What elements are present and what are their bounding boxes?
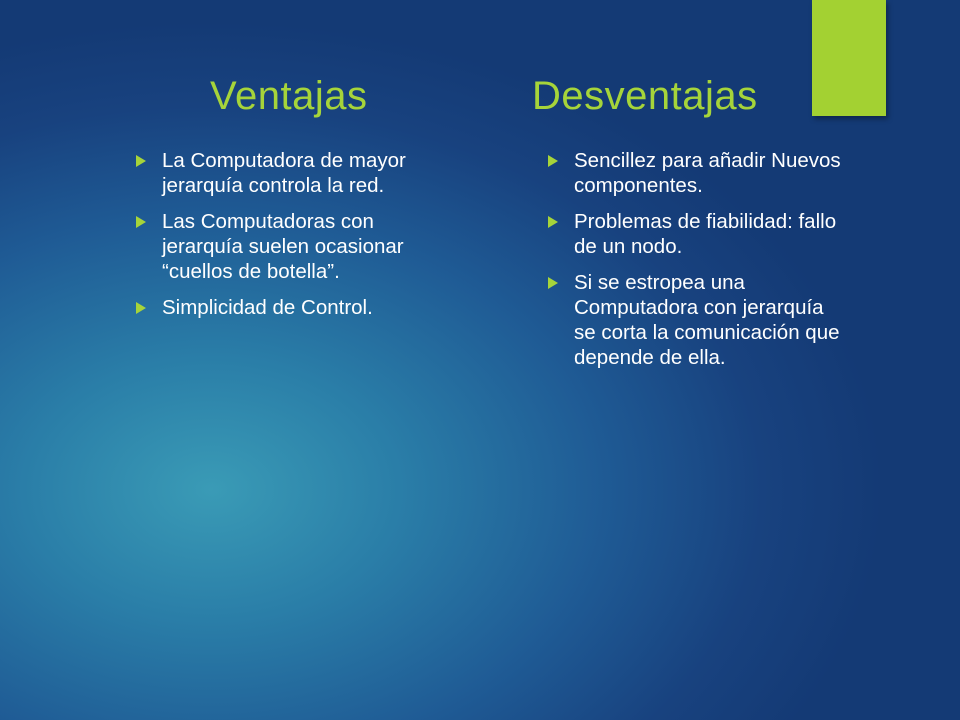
list-item-text: Sencillez para añadir Nuevos componentes. <box>574 149 841 197</box>
list-item <box>548 209 848 259</box>
heading-ventajas: Ventajas <box>210 74 368 118</box>
triangle-bullet-icon <box>548 216 558 228</box>
list-item-text: Las Computadoras con jerarquía suelen ocasionar “cuellos de botella”. <box>162 210 404 283</box>
list-item <box>548 148 848 198</box>
triangle-bullet-icon <box>136 155 146 167</box>
list-item-text: Si se estropea una Computadora con jerarquía se corta la comunicación que depende de ella. <box>574 271 840 369</box>
heading-desventajas: Desventajas <box>532 74 758 118</box>
triangle-bullet-icon <box>548 155 558 167</box>
list-item <box>136 295 426 320</box>
triangle-bullet-icon <box>136 216 146 228</box>
list-item-text: Simplicidad de Control. <box>162 296 373 319</box>
ventajas-list <box>136 148 426 331</box>
desventajas-list <box>548 148 848 381</box>
list-item <box>548 270 848 370</box>
list-item-text: La Computadora de mayor jerarquía controla la red. <box>162 149 406 197</box>
triangle-bullet-icon <box>548 277 558 289</box>
list-item-text: Problemas de fiabilidad: fallo de un nodo. <box>574 210 837 258</box>
accent-bar <box>812 0 886 116</box>
triangle-bullet-icon <box>136 302 146 314</box>
list-item <box>136 209 426 284</box>
list-item <box>136 148 426 198</box>
